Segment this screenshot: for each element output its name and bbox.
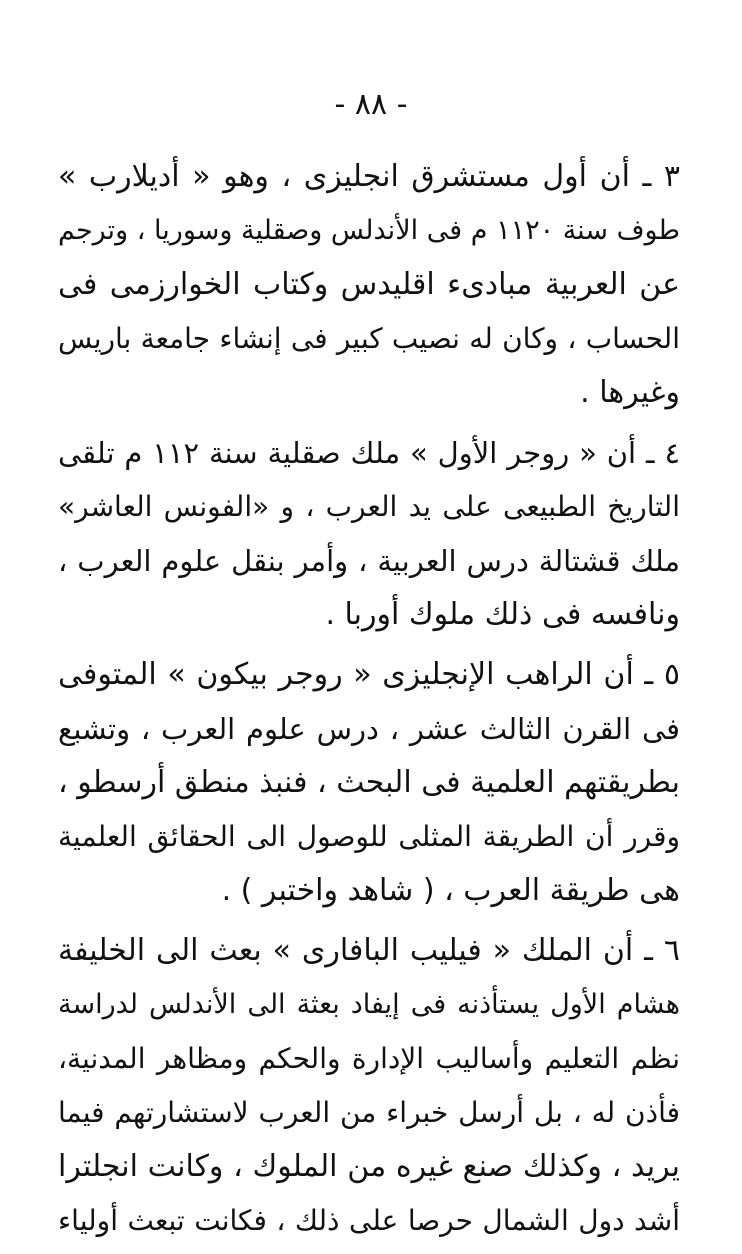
- text-line: ملك قشتالة درس العربية ، وأمر بنقل علوم العرب ،: [58, 544, 680, 578]
- paragraph-5: [58, 648, 680, 918]
- text-line: أشد دول الشمال حرصا على ذلك ، فكانت تبعث أولياء: [58, 1204, 680, 1237]
- page-number: - ٨٨ -: [334, 87, 408, 122]
- text-line: عن العربية مبادىء اقليدس وكتاب الخوارزمى فى: [58, 267, 680, 302]
- text-line: نظم التعليم وأساليب الإدارة والحكم ومظاهر المدنية،: [58, 1042, 680, 1075]
- text-line: فى القرن الثالث عشر ، درس علوم العرب ، وتشبع: [58, 712, 680, 746]
- paragraph-4: [58, 426, 680, 642]
- text-line: وقرر أن الطريقة المثلى للوصول الى الحقائق العلمية: [58, 820, 680, 853]
- text-line: ونافسه فى ذلك ملوك أوربا .: [325, 597, 680, 632]
- text-line: يريد ، وكذلك صنع غيره من الملوك ، وكانت انجلترا: [58, 1149, 680, 1184]
- text-line: فأذن له ، بل أرسل خبراء من العرب لاستشارتهم فيما: [58, 1096, 680, 1129]
- text-line: ٦ ـ أن الملك « فيليب البافارى » بعث الى الخليفة: [58, 933, 680, 968]
- text-line: التاريخ الطبيعى على يد العرب ، و «الفونس العاشر»: [58, 490, 680, 523]
- text-line: ٤ ـ أن « روجر الأول » ملك صقلية سنة ١١٢ م تلقى: [58, 436, 681, 470]
- paragraph-3: [58, 150, 680, 420]
- body-text: [58, 150, 680, 1254]
- text-line: وغيرها .: [580, 375, 680, 410]
- text-line: طوف سنة ١١٢٠ م فى الأندلس وصقلية وسوريا ، وترجم: [58, 215, 680, 246]
- text-line: ٥ ـ أن الراهب الإنجليزى « روجر بيكون » المتوفى: [58, 657, 680, 692]
- text-line: بطريقتهم العلمية فى البحث ، فنبذ منطق أرسطو ،: [58, 765, 680, 800]
- paragraph-6: [58, 924, 680, 1248]
- text-line: الحساب ، وكان له نصيب كبير فى إنشاء جامعة باريس: [58, 322, 680, 355]
- text-line: هى طريقة العرب ، ( شاهد واختبر ) .: [221, 873, 680, 908]
- text-line: ٣ ـ أن أول مستشرق انجليزى ، وهو « أديلارب »: [58, 159, 680, 194]
- text-line: هشام الأول يستأذنه فى إيفاد بعثة الى الأندلس لدراسة: [58, 989, 680, 1020]
